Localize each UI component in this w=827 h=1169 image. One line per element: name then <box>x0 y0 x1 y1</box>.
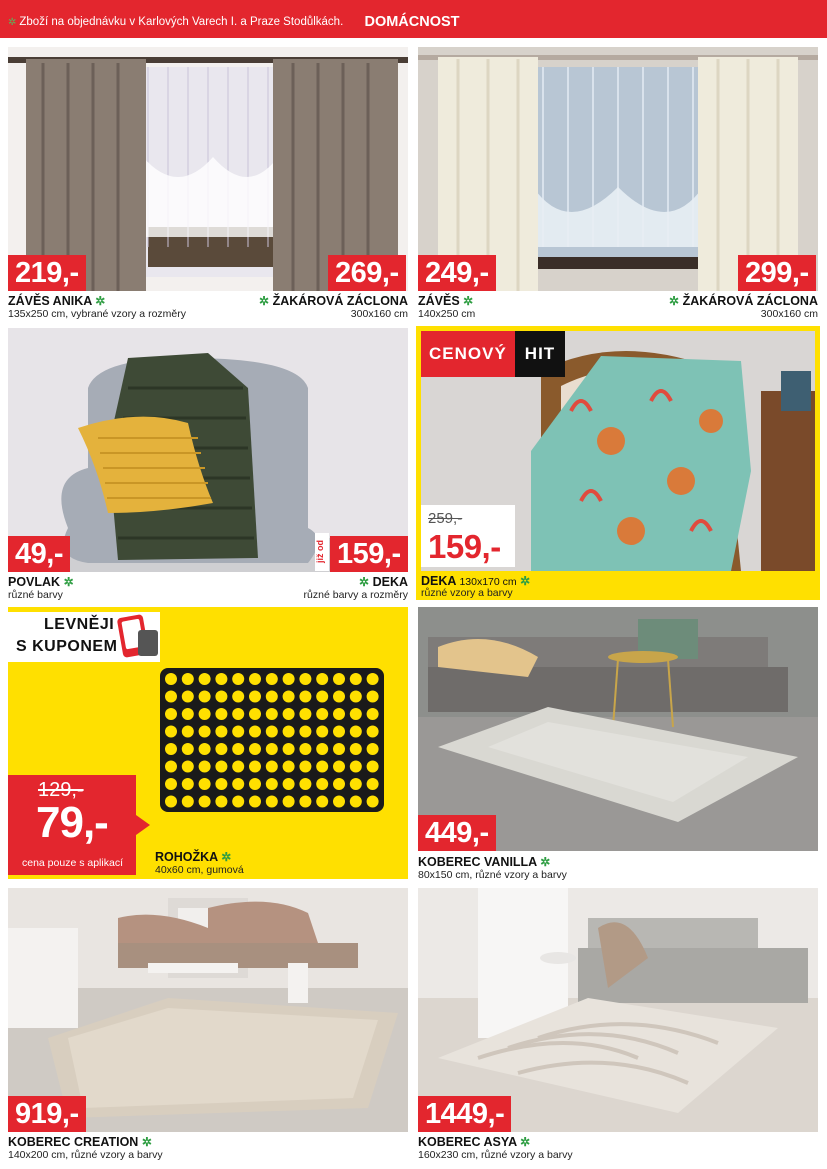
leaf-icon: ✲ <box>63 575 74 589</box>
doormat-hole <box>182 726 194 738</box>
product-desc-asya: 160x230 cm, různé vzory a barvy <box>418 1149 573 1161</box>
deka2-name-text: DEKA <box>421 574 456 588</box>
doormat-hole <box>165 796 177 808</box>
product-desc-zaclona1: 300x160 cm <box>350 308 408 320</box>
price-tag-zaves2: 249,- <box>418 255 496 291</box>
doormat-hole <box>333 691 345 703</box>
vanilla-name-text: KOBEREC VANILLA <box>418 855 537 869</box>
doormat-hole <box>182 673 194 685</box>
product-desc-creation: 140x200 cm, různé vzory a barvy <box>8 1149 163 1161</box>
doormat-hole <box>215 673 227 685</box>
doormat-hole <box>299 743 311 755</box>
price-prefix-deka1: již od <box>315 533 329 571</box>
old-price-rohozka: 129,- <box>38 779 84 801</box>
doormat-hole <box>350 778 362 790</box>
header-note <box>8 16 343 28</box>
doormat-hole <box>283 761 295 773</box>
leaf-icon: ✲ <box>95 294 106 308</box>
price-tag-creation: 919,- <box>8 1096 86 1132</box>
doormat-hole <box>249 778 261 790</box>
doormat-hole <box>283 673 295 685</box>
rohozka-name-text: ROHOŽKA <box>155 850 218 864</box>
doormat-hole <box>283 726 295 738</box>
doormat-hole <box>249 691 261 703</box>
leaf-icon: ✲ <box>520 574 531 588</box>
product-desc-vanilla: 80x150 cm, různé vzory a barvy <box>418 869 567 881</box>
leaf-icon: ✲ <box>669 294 680 308</box>
doormat-hole <box>199 743 211 755</box>
doormat-hole <box>350 691 362 703</box>
doormat-hole <box>316 796 328 808</box>
doormat-hole <box>165 778 177 790</box>
doormat-hole <box>266 778 278 790</box>
doormat-hole <box>199 761 211 773</box>
doormat-hole <box>249 673 261 685</box>
header-note-text: Zboží na objednávku v Karlových Varech I. a Praze Stodůlkách. <box>19 16 344 28</box>
doormat-hole <box>316 673 328 685</box>
doormat-image <box>157 665 387 815</box>
doormat-hole <box>333 796 345 808</box>
price-deka2: 159,- <box>428 528 501 565</box>
doormat-hole <box>215 726 227 738</box>
doormat-hole <box>350 708 362 720</box>
doormat-hole <box>333 673 345 685</box>
product-name-rohozka <box>155 850 231 864</box>
doormat-hole <box>283 796 295 808</box>
doormat-hole <box>333 708 345 720</box>
zaclona2-name-text: ŽAKÁROVÁ ZÁCLONA <box>682 294 818 308</box>
doormat-hole <box>249 796 261 808</box>
doormat-hole <box>367 761 379 773</box>
doormat-hole <box>182 708 194 720</box>
doormat-hole <box>199 778 211 790</box>
povlak-name-text: POVLAK <box>8 575 61 589</box>
creation-name-text: KOBEREC CREATION <box>8 1135 139 1149</box>
doormat-hole <box>333 726 345 738</box>
leaf-icon: ✲ <box>8 17 17 28</box>
doormat-hole <box>367 726 379 738</box>
leaf-icon: ✲ <box>520 1135 531 1149</box>
doormat-hole <box>165 673 177 685</box>
product-desc-zaves2: 140x250 cm <box>418 308 476 320</box>
doormat-hole <box>182 796 194 808</box>
hit-badge-right: HIT <box>515 331 565 377</box>
doormat-hole <box>165 726 177 738</box>
doormat-hole <box>299 673 311 685</box>
product-desc-deka1: různé barvy a rozměry <box>303 589 408 601</box>
doormat-hole <box>199 796 211 808</box>
doormat-hole <box>232 743 244 755</box>
doormat-hole <box>215 778 227 790</box>
doormat-hole <box>299 761 311 773</box>
doormat-hole <box>165 708 177 720</box>
doormat-hole <box>215 708 227 720</box>
doormat-hole <box>232 691 244 703</box>
doormat-hole <box>232 796 244 808</box>
doormat-hole <box>316 743 328 755</box>
doormat-hole <box>266 743 278 755</box>
price-tag-povlak: 49,- <box>8 536 70 572</box>
doormat-hole <box>266 796 278 808</box>
product-name-povlak <box>8 575 74 589</box>
doormat-hole <box>232 708 244 720</box>
leaf-icon: ✲ <box>540 855 551 869</box>
doormat-hole <box>299 796 311 808</box>
doormat-hole <box>165 743 177 755</box>
doormat-hole <box>266 673 278 685</box>
price-tag-zaclona1: 269,- <box>328 255 406 291</box>
doormat-hole <box>299 691 311 703</box>
doormat-hole <box>249 761 261 773</box>
zaves2-name-text: ZÁVĚS <box>418 294 460 308</box>
doormat-hole <box>367 743 379 755</box>
product-desc-anika: 135x250 cm, vybrané vzory a rozměry <box>8 308 186 320</box>
leaf-icon: ✲ <box>463 294 474 308</box>
doormat-hole <box>350 761 362 773</box>
doormat-hole <box>199 726 211 738</box>
doormat-hole <box>232 726 244 738</box>
doormat-hole <box>283 743 295 755</box>
doormat-hole <box>333 743 345 755</box>
doormat-hole <box>283 708 295 720</box>
product-name-vanilla <box>418 855 550 869</box>
doormat-hole <box>249 743 261 755</box>
doormat-hole <box>249 726 261 738</box>
product-name-anika <box>8 294 105 308</box>
product-name-deka1 <box>240 575 408 589</box>
doormat-hole <box>182 778 194 790</box>
doormat-hole <box>350 673 362 685</box>
doormat-hole <box>367 708 379 720</box>
zaclona1-name-text: ŽAKÁROVÁ ZÁCLONA <box>272 294 408 308</box>
doormat-hole <box>350 796 362 808</box>
doormat-hole <box>182 743 194 755</box>
leaf-icon: ✲ <box>221 850 232 864</box>
doormat-hole <box>367 796 379 808</box>
doormat-hole <box>299 726 311 738</box>
doormat-hole <box>215 796 227 808</box>
price-tag-anika: 219,- <box>8 255 86 291</box>
doormat-hole <box>266 691 278 703</box>
doormat-hole <box>350 743 362 755</box>
doormat-hole <box>299 708 311 720</box>
leaf-icon: ✲ <box>359 575 370 589</box>
doormat-hole <box>316 691 328 703</box>
deka1-name-text: DEKA <box>372 575 408 589</box>
coupon-line-2: S KUPONEM <box>16 638 118 655</box>
doormat-hole <box>165 691 177 703</box>
price-tag-zaclona2: 299,- <box>738 255 816 291</box>
hit-badge <box>421 331 565 377</box>
doormat-hole <box>283 778 295 790</box>
leaf-icon: ✲ <box>141 1135 152 1149</box>
hit-badge-left: CENOVÝ <box>421 331 515 377</box>
asya-name-text: KOBEREC ASYA <box>418 1135 517 1149</box>
product-desc-deka2: různé vzory a barvy <box>421 587 513 599</box>
doormat-hole <box>266 726 278 738</box>
doormat-hole <box>333 761 345 773</box>
old-price-deka2: 259,- <box>428 510 463 527</box>
price-pointer <box>136 815 150 835</box>
phone-app-icon <box>114 612 160 660</box>
doormat-hole <box>350 726 362 738</box>
doormat-hole <box>316 778 328 790</box>
product-desc-povlak: různé barvy <box>8 589 63 601</box>
anika-name-text: ZÁVĚS ANIKA <box>8 294 92 308</box>
product-name-zaclona1 <box>240 294 408 308</box>
doormat-hole <box>232 778 244 790</box>
doormat-hole <box>316 726 328 738</box>
doormat-hole <box>215 743 227 755</box>
doormat-hole <box>182 761 194 773</box>
doormat-hole <box>215 691 227 703</box>
coupon-line-1: LEVNĚJI <box>44 616 115 633</box>
doormat-hole <box>215 761 227 773</box>
product-desc-rohozka: 40x60 cm, gumová <box>155 864 244 876</box>
doormat-hole <box>182 691 194 703</box>
leaf-icon: ✲ <box>259 294 270 308</box>
price-tag-deka1: 159,- <box>330 536 408 572</box>
deka2-size: 130x170 cm <box>459 576 517 588</box>
product-name-asya <box>418 1135 530 1149</box>
app-price-note: cena pouze s aplikací <box>22 857 123 869</box>
product-name-deka2 <box>421 574 530 588</box>
doormat-hole <box>283 691 295 703</box>
doormat-hole <box>199 691 211 703</box>
doormat-hole <box>367 778 379 790</box>
doormat-hole <box>249 708 261 720</box>
doormat-hole <box>333 778 345 790</box>
product-name-zaves2 <box>418 294 473 308</box>
doormat-hole <box>199 708 211 720</box>
doormat-hole <box>316 708 328 720</box>
coupon-label <box>8 612 160 662</box>
doormat-hole <box>316 761 328 773</box>
doormat-hole <box>266 708 278 720</box>
price-rohozka: 79,- <box>36 798 108 847</box>
price-tag-asya: 1449,- <box>418 1096 511 1132</box>
doormat-hole <box>367 673 379 685</box>
product-name-zaclona2 <box>640 294 818 308</box>
doormat-hole <box>199 673 211 685</box>
doormat-hole <box>266 761 278 773</box>
doormat-hole <box>165 761 177 773</box>
doormat-hole <box>367 691 379 703</box>
doormat-hole <box>232 761 244 773</box>
doormat-hole <box>232 673 244 685</box>
doormat-hole <box>299 778 311 790</box>
section-title: DOMÁCNOST <box>350 4 474 38</box>
price-tag-vanilla: 449,- <box>418 815 496 851</box>
product-desc-zaclona2: 300x160 cm <box>760 308 818 320</box>
product-name-creation <box>8 1135 152 1149</box>
